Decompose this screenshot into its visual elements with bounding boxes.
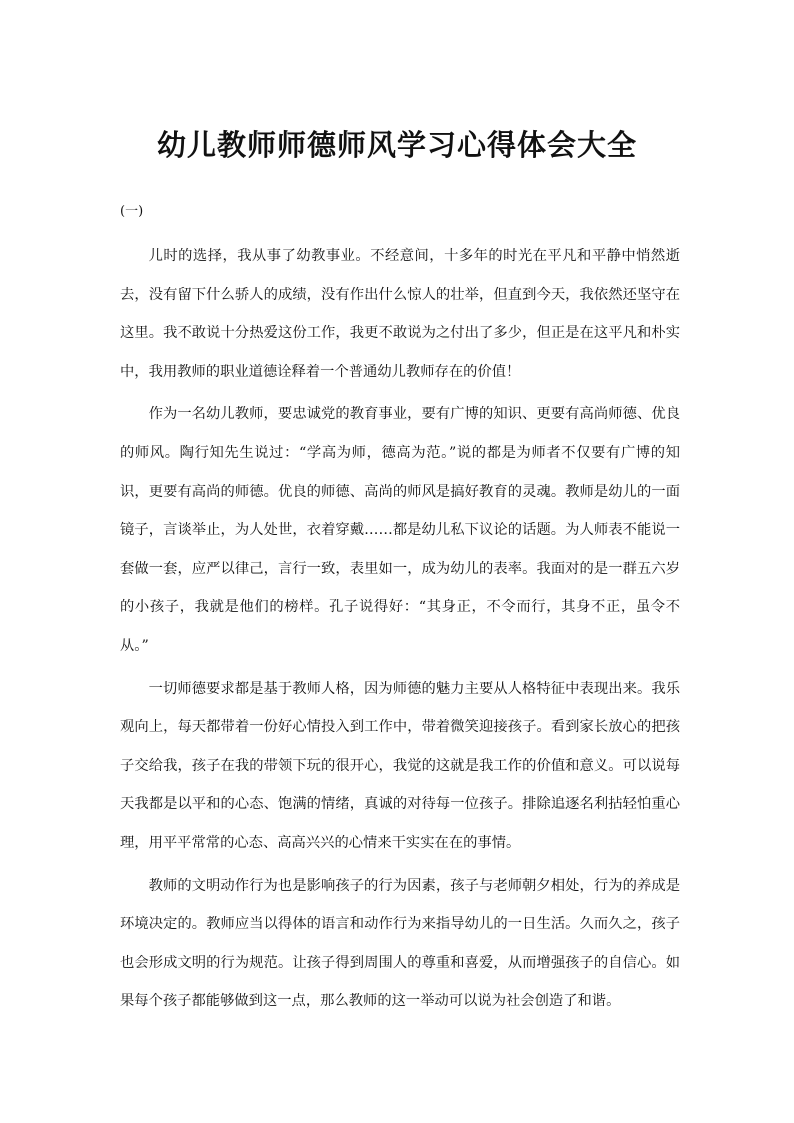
section-label: (一) xyxy=(120,204,144,219)
paragraph: 教师的文明动作行为也是影响孩子的行为因素，孩子与老师朝夕相处，行为的养成是环境决定的。教师应当以得体的语言和动作行为来指导幼儿的一日生活。久而久之，孩子也会形成文明的行为规范。让孩子得到周围人的尊重和喜爱，从而增强孩子的自信心。如果每个孩子都能够做到这一点，那么教师的这一举动可以说为社会创造了和谐。 xyxy=(120,877,680,1010)
paragraph: 一切师德要求都是基于教师人格，因为师德的魅力主要从人格特征中表现出来。我乐观向上，每天都带着一份好心情投入到工作中，带着微笑迎接孩子。看到家长放心的把孩子交给我，孩子在我的带领下玩的很开心，我觉的这就是我工作的价值和意义。可以说每天我都是以平和的心态、饱满的情绪，真诚的对待每一位孩子。排除追逐名利拈轻怕重心理，用平平常常的心态、高高兴兴的心情来干实实在在的事情。 xyxy=(120,680,680,851)
document-body xyxy=(120,237,680,1025)
document-title: 幼儿教师师德师风学习心得体会大全 xyxy=(156,128,637,162)
paragraph: 儿时的选择，我从事了幼教事业。不经意间，十多年的时光在平凡和平静中悄然逝去，没有留下什么骄人的成绩，没有作出什么惊人的壮举，但直到今天，我依然还坚守在这里。我不敢说十分热爱这份工作，我更不敢说为之付出了多少，但正是在这平凡和朴实中，我用教师的职业道德诠释着一个普通幼儿教师存在的价值！ xyxy=(120,248,680,380)
paragraph: 作为一名幼儿教师，要忠诚党的教育事业，要有广博的知识、更要有高尚师德、优良的师风。陶行知先生说过：“学高为师，德高为范。”说的都是为师者不仅要有广博的知识，更要有高尚的师德。优良的师德、高尚的师风是搞好教育的灵魂。教师是幼儿的一面镜子，言谈举止，为人处世，衣着穿戴……都是幼儿私下议论的话题。为人师表不能说一套做一套，应严以律己，言行一致，表里如一，成为幼儿的表率。我面对的是一群五六岁的小孩子，我就是他们的榜样。孔子说得好：“其身正，不令而行，其身不正，虽令不从。” xyxy=(120,406,680,654)
